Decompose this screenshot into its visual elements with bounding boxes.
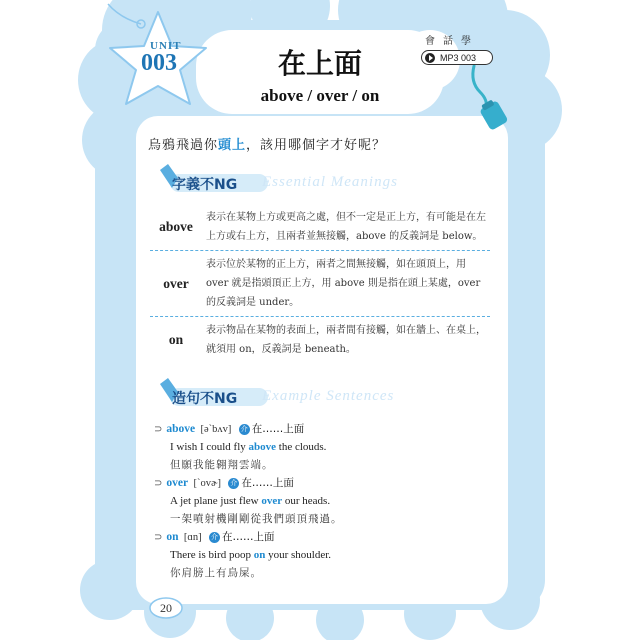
definition-row — [150, 204, 490, 251]
example-ipa: [ˋovɚ] — [193, 478, 222, 489]
example-english — [154, 438, 454, 456]
part-of-speech-badge: 介 — [210, 532, 218, 541]
section-ghost-examples: Example Sentences — [262, 388, 395, 404]
example-chinese: 一架噴射機剛剛從我們頭頂飛過。 — [170, 513, 343, 525]
definition-text: 表示在某物上方或更高之處，但不一定是正上方，有可能是在左上方或右上方，且兩者並無接觸，above 的反義詞是 below。 — [206, 212, 486, 242]
definitions-table — [150, 204, 490, 363]
arrow-icon: ⊃ — [154, 478, 163, 489]
page-number: 20 — [160, 601, 172, 615]
example-entry — [154, 528, 454, 582]
audio-label-3: 學 — [461, 36, 471, 47]
example-head — [154, 528, 454, 546]
unit-label: UNIT — [150, 40, 182, 52]
section-ghost-meanings: Essential Meanings — [262, 174, 398, 190]
page-title: 在上面 — [277, 47, 362, 80]
unit-number: 003 — [141, 50, 177, 76]
question-text-before: 烏鴉飛過你 — [148, 138, 219, 153]
example-meaning: 在……上面 — [221, 531, 275, 543]
question-text-after: ，該用哪個字才好呢？ — [246, 138, 387, 153]
example-head — [154, 420, 454, 438]
example-english-before: There is bird poop — [170, 549, 254, 561]
definition-row — [150, 317, 490, 363]
definition-word: on — [168, 332, 184, 347]
definition-row — [150, 251, 490, 317]
example-chinese: 你肩膀上有鳥屎。 — [170, 567, 262, 579]
example-word: over — [166, 477, 189, 489]
audio-label-1: 會 — [425, 36, 435, 47]
section-badge-meanings: 字義不NG — [172, 177, 238, 193]
examples-list — [154, 420, 454, 582]
example-meaning: 在……上面 — [251, 423, 305, 435]
mp3-track-button[interactable] — [421, 50, 493, 65]
mp3-track-label: MP3 003 — [440, 53, 477, 63]
audio-label-2: 話 — [443, 36, 453, 47]
play-icon[interactable] — [425, 53, 435, 63]
example-word: on — [166, 531, 179, 543]
example-entry — [154, 420, 454, 474]
part-of-speech-badge: 介 — [240, 424, 248, 433]
example-english-after: our heads. — [282, 495, 331, 507]
section-badge-examples: 造句不NG — [172, 391, 238, 407]
definition-word: above — [159, 219, 193, 234]
example-english-after: the clouds. — [276, 441, 327, 453]
example-meaning: 在……上面 — [241, 477, 294, 489]
definition-text: 表示物品在某物的表面上，兩者間有接觸，如在牆上、在桌上，就須用 on，反義詞是 beneath。 — [206, 325, 486, 355]
example-english — [154, 546, 454, 564]
example-word: above — [166, 423, 196, 435]
page-subtitle: above / over / on — [260, 86, 380, 105]
example-keyword: on — [253, 549, 266, 561]
intro-question — [148, 134, 386, 153]
example-keyword: above — [248, 441, 277, 453]
example-english — [154, 492, 454, 510]
arrow-icon: ⊃ — [154, 424, 163, 435]
example-english-before: I wish I could fly — [170, 441, 249, 453]
example-entry — [154, 474, 454, 528]
example-keyword: over — [261, 495, 283, 507]
example-ipa: [əˋbʌv] — [200, 424, 232, 435]
definition-text: 表示位於某物的正上方，兩者之間無接觸，如在頭頂上，用 over 就是指頭頂正上方，用 above 則是指在頭上某處，over 的反義詞是 under。 — [206, 259, 481, 308]
example-english-after: your shoulder. — [265, 549, 332, 561]
arrow-icon: ⊃ — [154, 532, 163, 543]
definition-word: over — [163, 275, 189, 291]
question-highlight: 頭上 — [218, 138, 247, 153]
example-ipa: [ɑn] — [183, 532, 202, 543]
part-of-speech-badge: 介 — [230, 478, 238, 487]
example-english-before: A jet plane just flew — [170, 495, 262, 507]
example-head — [154, 474, 454, 492]
example-chinese: 但願我能翱翔雲端。 — [170, 459, 274, 471]
